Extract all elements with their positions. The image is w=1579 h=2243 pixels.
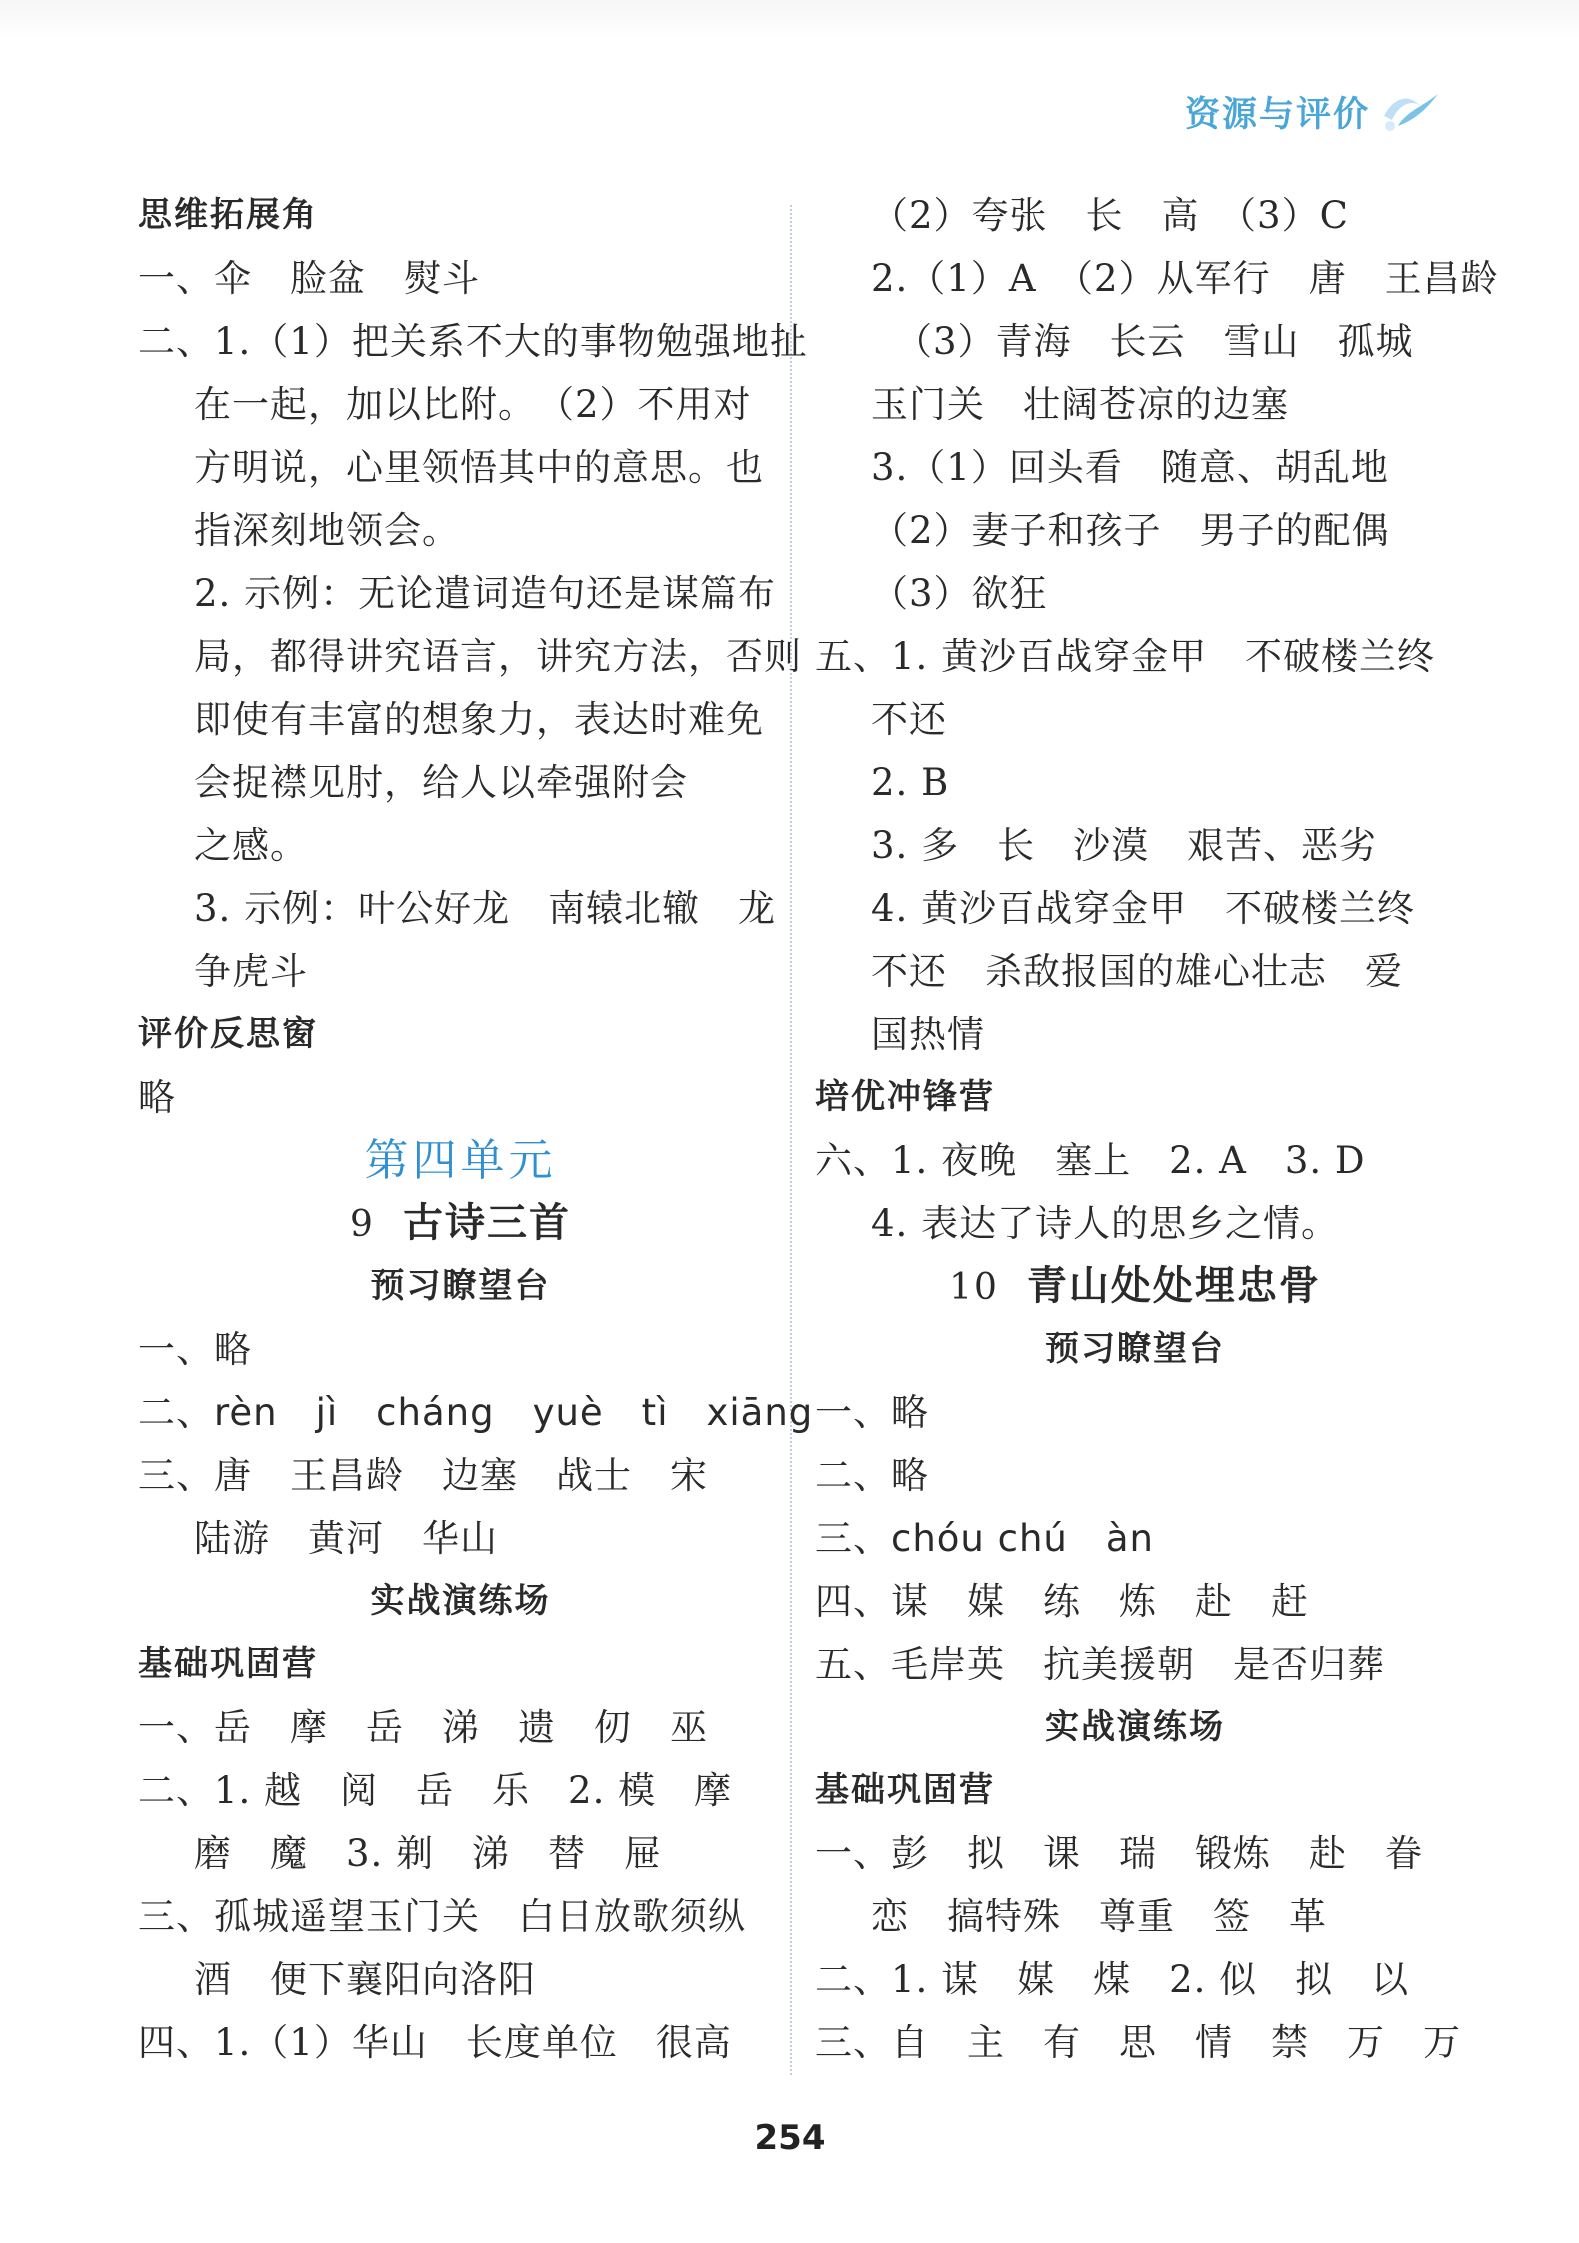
answer-line: 局，都得讲究语言，讲究方法，否则	[194, 635, 802, 678]
answer-line: 不还	[871, 698, 947, 741]
answer-line: 三、自 主 有 思 情 禁 万 万	[815, 2021, 1461, 2064]
answer-line: 3. 多 长 沙漠 艰苦、恶劣	[871, 824, 1378, 867]
answer-line: 四、谋 媒 练 炼 赴 赶	[815, 1580, 1309, 1623]
answer-line: 在一起，加以比附。 （2）不用对	[194, 383, 752, 426]
answer-line: 六、1. 夜晚 塞上 2. A 3. D	[815, 1139, 1366, 1182]
subsection-heading: 实战演练场	[370, 1581, 551, 1621]
answer-line: 4. 黄沙百战穿金甲 不破楼兰终	[871, 887, 1416, 930]
answer-line: 陆游 黄河 华山	[194, 1517, 498, 1560]
subsection-heading: 预习瞭望台	[370, 1266, 551, 1306]
answer-line: 指深刻地领会。	[194, 509, 460, 552]
header-brand	[1185, 82, 1442, 142]
answer-line: 2.（1）A （2）从军行 唐 王昌龄	[871, 257, 1499, 300]
answer-line: （2）夸张 长 高 （3）C	[871, 194, 1349, 237]
page-number-text: 254	[754, 2118, 826, 2158]
answer-line: 争虎斗	[194, 950, 308, 993]
section-heading: 基础巩固营	[815, 1770, 995, 1810]
answer-line: 一、略	[815, 1391, 929, 1434]
answer-line: 五、1. 黄沙百战穿金甲 不破楼兰终	[815, 635, 1436, 678]
answer-line: 酒 便下襄阳向洛阳	[194, 1958, 536, 2001]
lesson-title	[815, 1255, 1455, 1318]
answer-line: 2. 示例：无论遣词造句还是谋篇布	[194, 572, 777, 615]
pinyin-answer-line: 二、rèn jì cháng yuè tì xiāng	[138, 1391, 814, 1434]
answer-line: （3）青海 长云 雪山 孤城	[895, 320, 1414, 363]
section-heading: 培优冲锋营	[815, 1077, 995, 1117]
answer-line: 3.（1）回头看 随意、胡乱地	[871, 446, 1389, 489]
answer-line: 三、孤城遥望玉门关 白日放歌须纵	[138, 1895, 746, 1938]
answer-line: 二、略	[815, 1454, 929, 1497]
answer-line: 国热情	[871, 1013, 985, 1056]
section-heading: 思维拓展角	[138, 195, 318, 235]
answer-line: 五、毛岸英 抗美援朝 是否归葬	[815, 1643, 1385, 1686]
answer-line: 4. 表达了诗人的思乡之情。	[871, 1202, 1340, 1245]
answer-line: 之感。	[194, 824, 308, 867]
answer-line: 方明说，心里领悟其中的意思。也	[194, 446, 764, 489]
answer-line: 一、彭 拟 课 瑞 锻炼 赴 眷	[815, 1832, 1423, 1875]
left-answer-column	[138, 184, 814, 2074]
answer-line: 一、略	[138, 1328, 252, 1371]
answer-line: 二、1. 谋 媒 煤 2. 似 拟 以	[815, 1958, 1410, 2001]
section-heading: 评价反思窗	[138, 1014, 318, 1054]
answer-line: 3. 示例：叶公好龙 南辕北辙 龙	[194, 887, 777, 930]
column-divider	[790, 205, 792, 2075]
answer-line: 不还 杀敌报国的雄心壮志 爱	[871, 950, 1403, 993]
lesson-title	[138, 1192, 783, 1255]
lesson-name: 古诗三首	[402, 1200, 571, 1246]
answer-line: 会捉襟见肘，给人以牵强附会	[194, 761, 688, 804]
answer-line: 略	[138, 1076, 176, 1119]
answer-line: 二、1.（1）把关系不大的事物勉强地扯	[138, 320, 808, 363]
answer-line: 玉门关 壮阔苍凉的边塞	[871, 383, 1289, 426]
page-number	[725, 2108, 855, 2168]
subsection-heading: 实战演练场	[1045, 1707, 1225, 1747]
answer-line: 一、伞 脸盆 熨斗	[138, 257, 480, 300]
answer-line: 三、唐 王昌龄 边塞 战士 宋	[138, 1454, 708, 1497]
answer-line: 恋 搞特殊 尊重 签 革	[871, 1895, 1327, 1938]
answer-line: 即使有丰富的想象力，表达时难免	[194, 698, 764, 741]
unit-title: 第四单元	[364, 1135, 557, 1186]
answer-line: 二、1. 越 阅 岳 乐 2. 模 摩	[138, 1769, 733, 1812]
right-answer-column	[815, 184, 1499, 2074]
brand-title: 资源与评价	[1185, 95, 1371, 135]
answer-line: （3）欲狂	[871, 572, 1048, 615]
lesson-number: 9	[350, 1204, 375, 1245]
pinyin-answer-line: 三、chóu chú àn	[815, 1517, 1155, 1560]
lesson-number: 10	[949, 1267, 999, 1308]
brand-swoosh-icon	[1380, 86, 1442, 138]
section-heading: 基础巩固营	[138, 1644, 318, 1684]
answer-line: 四、1.（1）华山 长度单位 很高	[138, 2021, 732, 2064]
subsection-heading: 预习瞭望台	[1045, 1329, 1225, 1369]
answer-line: 磨 魔 3. 剃 涕 替 屉	[194, 1832, 663, 1875]
lesson-name: 青山处处埋忠骨	[1026, 1263, 1321, 1309]
answer-line: （2）妻子和孩子 男子的配偶	[871, 509, 1390, 552]
answer-line: 一、岳 摩 岳 涕 遗 仞 巫	[138, 1706, 708, 1749]
answer-line: 2. B	[871, 761, 950, 804]
